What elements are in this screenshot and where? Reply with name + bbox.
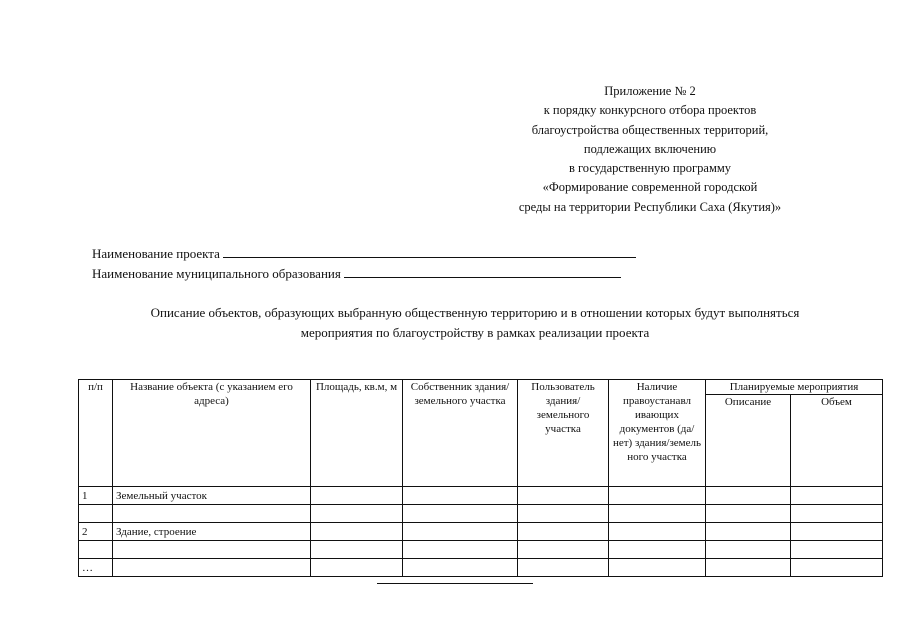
row-owner[interactable] bbox=[403, 541, 518, 559]
row-documents[interactable] bbox=[609, 505, 706, 523]
row-area[interactable] bbox=[311, 559, 403, 577]
row-object-name[interactable] bbox=[113, 505, 311, 523]
header-area: Площадь, кв.м, м bbox=[311, 380, 403, 487]
row-owner[interactable] bbox=[403, 559, 518, 577]
row-owner[interactable] bbox=[403, 487, 518, 505]
appendix-line: к порядку конкурсного отбора проектов bbox=[543, 103, 757, 118]
row-object-name: Здание, строение bbox=[113, 523, 311, 541]
row-area[interactable] bbox=[311, 523, 403, 541]
row-area[interactable] bbox=[311, 541, 403, 559]
appendix-title: Приложение № 2 bbox=[604, 84, 696, 98]
row-documents[interactable] bbox=[609, 523, 706, 541]
row-num bbox=[79, 541, 113, 559]
municipality-name-label: Наименование муниципального образования bbox=[92, 266, 341, 281]
table-row bbox=[79, 541, 883, 559]
table-row bbox=[79, 505, 883, 523]
row-area[interactable] bbox=[311, 487, 403, 505]
row-documents[interactable] bbox=[609, 487, 706, 505]
row-object-name: Земельный участок bbox=[113, 487, 311, 505]
appendix-line: подлежащих включению bbox=[583, 141, 717, 156]
row-num: 1 bbox=[79, 487, 113, 505]
header-planned-volume: Объем bbox=[791, 395, 883, 487]
municipality-name-blank-line[interactable] bbox=[344, 265, 621, 278]
row-user[interactable] bbox=[518, 559, 609, 577]
row-planned-description[interactable] bbox=[706, 523, 791, 541]
row-planned-description[interactable] bbox=[706, 505, 791, 523]
table-row bbox=[79, 523, 883, 541]
footer-separator-line bbox=[377, 583, 533, 584]
header-object-name: Название объекта (с указанием его адреса) bbox=[113, 380, 311, 487]
row-owner[interactable] bbox=[403, 505, 518, 523]
row-planned-volume[interactable] bbox=[791, 541, 883, 559]
description-line: мероприятия по благоустройству в рамках реализации проекта bbox=[300, 325, 650, 340]
row-owner[interactable] bbox=[403, 523, 518, 541]
header-owner: Собственник здания/земельного участка bbox=[403, 380, 518, 487]
row-num: … bbox=[79, 559, 113, 577]
row-num: 2 bbox=[79, 523, 113, 541]
row-area[interactable] bbox=[311, 505, 403, 523]
appendix-line: «Формирование современной городской bbox=[542, 180, 758, 195]
description-line: Описание объектов, образующих выбранную общественную территорию и в отношении которых будут выполняться bbox=[150, 305, 800, 320]
row-planned-volume[interactable] bbox=[791, 487, 883, 505]
header-planned-description: Описание bbox=[706, 395, 791, 487]
project-name-label: Наименование проекта bbox=[92, 246, 220, 261]
row-object-name[interactable] bbox=[113, 541, 311, 559]
row-user[interactable] bbox=[518, 523, 609, 541]
objects-table bbox=[78, 379, 883, 577]
appendix-line: благоустройства общественных территорий, bbox=[531, 122, 769, 137]
row-user[interactable] bbox=[518, 541, 609, 559]
header-planned-activities: Планируемые мероприятия bbox=[706, 380, 883, 395]
row-planned-description[interactable] bbox=[706, 559, 791, 577]
header-user: Пользователь здания/ земельного участка bbox=[518, 380, 609, 487]
table-row bbox=[79, 487, 883, 505]
table-row bbox=[79, 559, 883, 577]
appendix-block bbox=[470, 82, 830, 217]
row-documents[interactable] bbox=[609, 541, 706, 559]
row-object-name[interactable] bbox=[113, 559, 311, 577]
row-num bbox=[79, 505, 113, 523]
row-user[interactable] bbox=[518, 505, 609, 523]
project-name-field bbox=[92, 245, 636, 262]
row-documents[interactable] bbox=[609, 559, 706, 577]
row-planned-description[interactable] bbox=[706, 487, 791, 505]
appendix-line: в государственную программу bbox=[568, 161, 732, 176]
objects-description bbox=[60, 303, 890, 343]
row-user[interactable] bbox=[518, 487, 609, 505]
row-planned-volume[interactable] bbox=[791, 523, 883, 541]
header-num: п/п bbox=[79, 380, 113, 487]
row-planned-description[interactable] bbox=[706, 541, 791, 559]
row-planned-volume[interactable] bbox=[791, 505, 883, 523]
appendix-line: среды на территории Республики Саха (Якутия)» bbox=[518, 199, 782, 214]
row-planned-volume[interactable] bbox=[791, 559, 883, 577]
project-name-blank-line[interactable] bbox=[223, 245, 636, 258]
municipality-name-field bbox=[92, 265, 621, 282]
header-documents: Наличие правоустанавл ивающих документов (да/нет) здания/земель ного участка bbox=[609, 380, 706, 487]
